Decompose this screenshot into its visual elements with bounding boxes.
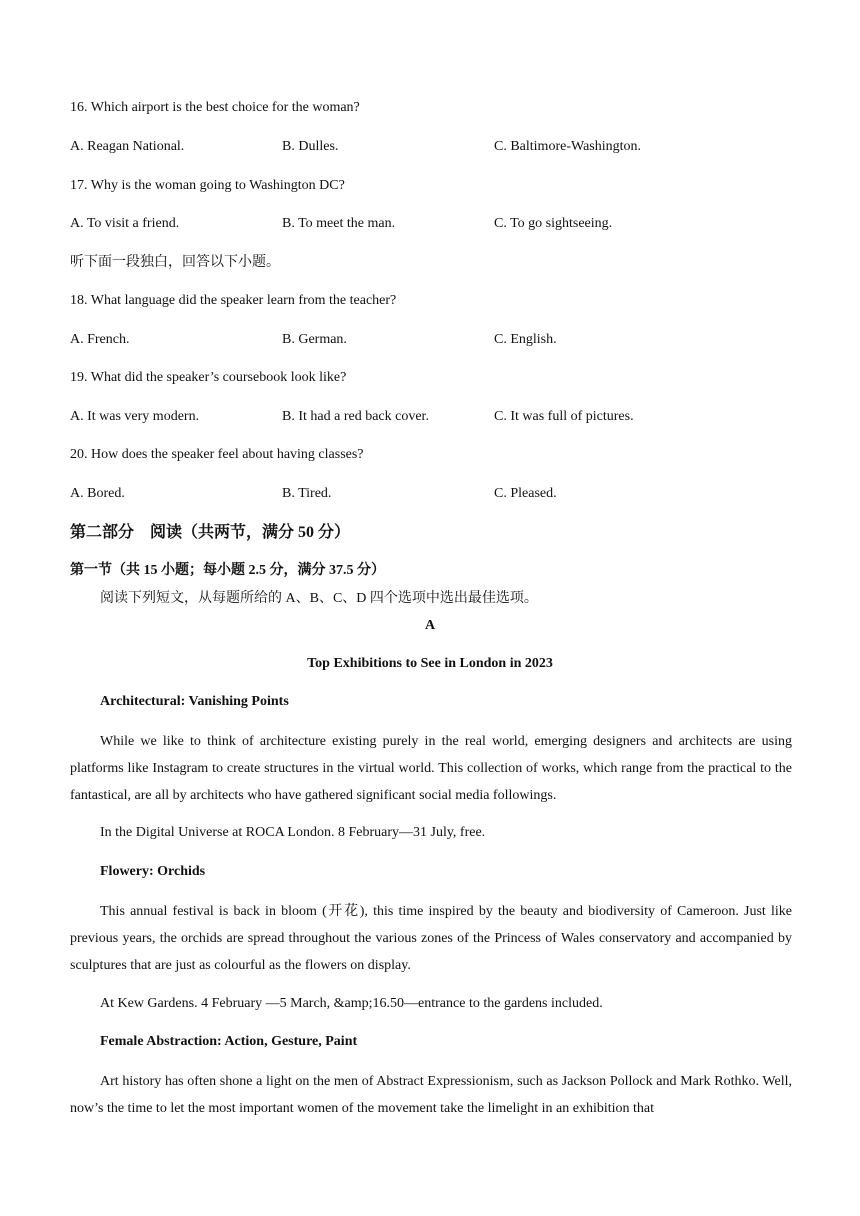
option-20c: C. Pleased. — [494, 486, 557, 501]
monologue-instruction: 听下面一段独白，回答以下小题。 — [70, 255, 280, 270]
option-17b: B. To meet the man. — [282, 216, 396, 231]
exhibition-1-info: In the Digital Universe at ROCA London. 8 February—31 July, free. — [100, 825, 486, 840]
exhibition-1-heading: Architectural: Vanishing Points — [100, 694, 289, 709]
passage-title: Top Exhibitions to See in London in 2023 — [307, 656, 553, 671]
question-19: 19. What did the speaker’s coursebook look like? — [70, 370, 347, 385]
exhibition-3-text: Art history has often shone a light on the men of Abstract Expressionism, such as Jackson Pollock and Mark Rothko. Well, now’s the time to let the most important women of the movement take the limelight in an exhibition that — [70, 1074, 792, 1116]
passage-letter: A — [424, 618, 436, 633]
option-19c: C. It was full of pictures. — [494, 409, 634, 424]
option-19b: B. It had a red back cover. — [282, 409, 429, 424]
option-16c: C. Baltimore-Washington. — [494, 139, 642, 154]
exhibition-2-heading: Flowery: Orchids — [100, 864, 206, 879]
exhibition-1-body — [70, 728, 792, 809]
option-16b: B. Dulles. — [282, 139, 339, 154]
option-17a: A. To visit a friend. — [70, 216, 180, 231]
question-17: 17. Why is the woman going to Washington DC? — [70, 178, 345, 193]
option-18b: B. German. — [282, 332, 347, 347]
section1-instruction: 阅读下列短文，从每题所给的 A、B、C、D 四个选项中选出最佳选项。 — [100, 591, 538, 606]
option-20a: A. Bored. — [70, 486, 125, 501]
question-20: 20. How does the speaker feel about having classes? — [70, 447, 364, 462]
option-20b: B. Tired. — [282, 486, 332, 501]
option-18c: C. English. — [494, 332, 557, 347]
section1-title: 第一节（共 15 小题；每小题 2.5 分，满分 37.5 分） — [70, 563, 385, 578]
option-16a: A. Reagan National. — [70, 139, 185, 154]
option-19a: A. It was very modern. — [70, 409, 200, 424]
option-18a: A. French. — [70, 332, 130, 347]
exhibition-2-info: At Kew Gardens. 4 February —5 March, &amp;16.50—entrance to the gardens included. — [100, 996, 603, 1011]
exhibition-3-heading: Female Abstraction: Action, Gesture, Paint — [100, 1034, 358, 1049]
exhibition-2-body — [70, 898, 792, 979]
part2-title: 第二部分 阅读（共两节，满分 50 分） — [70, 524, 351, 541]
option-17c: C. To go sightseeing. — [494, 216, 613, 231]
exhibition-3-body — [70, 1068, 792, 1122]
question-18: 18. What language did the speaker learn from the teacher? — [70, 293, 397, 308]
question-16: 16. Which airport is the best choice for the woman? — [70, 100, 360, 115]
exhibition-2-text: This annual festival is back in bloom (开花), this time inspired by the beauty and biodiversity of Cameroon. Just like previous years, the orchids are spread throughout the various zones of the Princess of Wales conservatory and accompanied by sculptures that are just as colourful as the flowers on display. — [70, 904, 792, 973]
exhibition-1-text: While we like to think of architecture existing purely in the real world, emerging designers and architects are using platforms like Instagram to create structures in the virtual world. This collection of works, which range from the practical to the fantastical, are all by architects who have gathered significant social media followings. — [70, 734, 792, 803]
